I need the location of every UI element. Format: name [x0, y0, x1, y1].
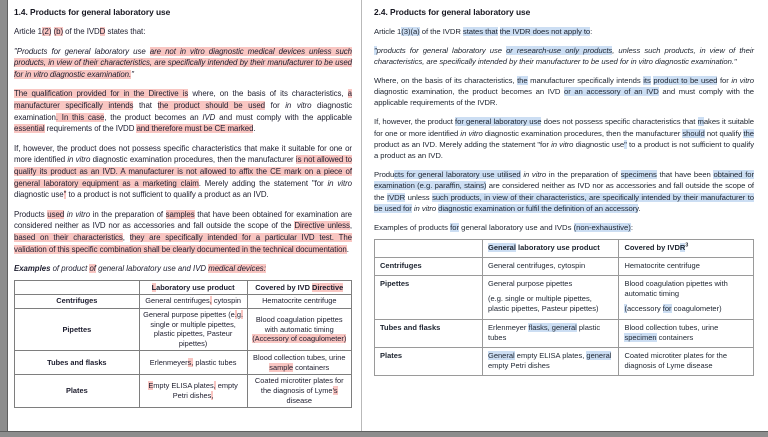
left-row-category-centrifuges: Centrifuges: [15, 294, 140, 308]
right-section-heading: 2.4. Products for general laboratory use: [374, 7, 531, 17]
right-row-category-pipettes: Pipettes: [375, 276, 483, 320]
right-cell-covered-pipettes: Blood coagulation pipettes with automatic timing (accessory for coagulometer): [619, 276, 754, 320]
right-intro-paragraph: Article 1(3)(a) of the IVDR states that the IVDR does not apply to:: [374, 27, 593, 36]
table-row: [15, 351, 352, 374]
right-cell-lab-pipettes: General purpose pipettes (e.g. single or multiple pipettes, plastic pipettes, Pasteur pipettes): [483, 276, 619, 320]
right-row-category-tubes: Tubes and flasks: [375, 319, 483, 347]
right-cell-covered-plates: Coated microtiter plates for the diagnosis of Lyme disease: [619, 348, 754, 376]
left-row-category-tubes: Tubes and flasks: [15, 351, 140, 374]
left-qualification-paragraph: The qualification provided for in the Directive is where, on the basis of its characteristics, a manufacturer specifically intends that the product should be used for in vitro diagnostic examination. In this case, the product becomes an IVD and must comply with the applicable essential requirements of the IVDD and therefore must be CE marked.: [14, 89, 353, 134]
left-ifhowever-paragraph: If, however, the product does not possess specific characteristics that make it suitable for one or more identified in vitro diagnostic examination procedures, then the manufacturer is not allowed to qualify its product as an IVD. A manufacturer is not allowed to affix the CE mark on a piece of general laboratory equipment as a marketing claim. Merely adding the statement "for in vitro diagnostic use" to a product is not sufficient to qualify a product as an IVD.: [14, 143, 352, 200]
table-row: [15, 294, 352, 308]
table-header-row: [375, 239, 754, 257]
left-th-lab-use: Laboratory use product: [139, 281, 247, 295]
left-th-blank: [15, 281, 140, 295]
right-th-lab-use: General laboratory use product: [483, 239, 619, 257]
left-examples-caption: Examples of product of general laboratory use and IVD medical devices:: [14, 264, 266, 274]
right-th-blank: [375, 239, 483, 257]
left-cell-lab-pipettes: General purpose pipettes (e.g. single or multiple pipettes, plastic pipettes, Pasteur pipettes): [139, 308, 247, 351]
right-row-category-plates: Plates: [375, 348, 483, 376]
right-ifhowever-paragraph: If, however, the product for general laboratory use does not possess specific characteristics that makes it suitable for one or more identified in vitro diagnostic examination procedures, then the manufacturer should not qualify the product as an IVD. Merely adding the statement "for in vitro diagnostic use" to a product is not sufficient to qualify a product as an IVD.: [374, 117, 754, 161]
left-intro-paragraph: Article 1(2) (b) of the IVDD states that:: [14, 27, 146, 36]
table-row: [375, 348, 754, 376]
right-cell-lab-plates: General empty ELISA plates, general empty Petri dishes: [483, 348, 619, 376]
right-row-category-centrifuges: Centrifuges: [375, 257, 483, 275]
left-cell-lab-centrifuges: General centrifuges, cytospin: [139, 294, 247, 308]
left-row-category-pipettes: Pipettes: [15, 308, 140, 351]
table-row: [375, 257, 754, 275]
left-examples-table: [14, 280, 352, 408]
left-cell-covered-pipettes: Blood coagulation pipettes with automatic timing (Accessory of coagulometer): [247, 308, 351, 351]
table-row: [15, 308, 352, 351]
right-cell-covered-tubes: Blood collection tubes, urine specimen containers: [619, 319, 754, 347]
left-quote-paragraph: "Products for general laboratory use are not in vitro diagnostic medical devices unless such products, in view of their characteristics, are specifically intended by their manufacturer to be used for in vitro diagnostic examination.": [14, 46, 352, 79]
left-row-category-plates: Plates: [15, 374, 140, 407]
right-th-covered: Covered by IVDR$^3$: [619, 239, 754, 257]
left-section-heading: 1.4. Products for general laboratory use: [14, 7, 171, 17]
left-cell-covered-tubes: Blood collection tubes, urine sample containers: [247, 351, 351, 374]
left-th-covered: Covered by IVD Directive: [247, 281, 351, 295]
table-row: [375, 319, 754, 347]
right-cell-lab-tubes: Erlenmeyer flasks, general plastic tubes: [483, 319, 619, 347]
left-column-ivdd: [0, 0, 362, 437]
right-products-glu-paragraph: Products for general laboratory use utilised in vitro in the preparation of specimens that have been obtained for examination (e.g. paraffin, stains) are considered neither as IVD nor as accessories and fall outside the scope of the IVDR unless such products, in view of their characteristics, are specifically intended by their manufacturer to be used for in vitro diagnostic examination or fulfil the definition of an accessory.: [374, 169, 754, 213]
right-cell-lab-centrifuges: General centrifuges, cytospin: [483, 257, 619, 275]
right-where-paragraph: Where, on the basis of its characteristics, the manufacturer specifically intends its product to be used for in vitro diagnostic examination, the product becomes an IVD or an accessory of an IVD and must comply with the applicable requirements of the IVDR.: [374, 75, 755, 108]
left-products-used-paragraph: Products used in vitro in the preparation of samples that have been obtained for examination are considered neither as IVD nor as accessories and fall outside the scope of the Directive unless, based on their characteristics, they are specifically intended for a particular IVD test. The validation of this specific combination shall be clearly documented in the technical documentation.: [14, 209, 353, 254]
left-cell-covered-centrifuges: Hematocrite centrifuge: [247, 294, 351, 308]
left-cell-lab-tubes: Erlenmeyers, plastic tubes: [139, 351, 247, 374]
right-examples-caption: Examples of products for general laboratory use and IVDs (non-exhaustive):: [374, 222, 633, 232]
right-examples-table: [374, 239, 754, 377]
right-column-ivdr: [362, 0, 768, 437]
right-cell-covered-centrifuges: Hematocrite centrifuge: [619, 257, 754, 275]
table-header-row: [15, 281, 352, 295]
right-quote-paragraph: "products for general laboratory use or research-use only products, unless such products, in view of their characteristics, are specifically intended by their manufacturer to be used for in vitro diagnostic examination.": [374, 45, 754, 67]
left-cell-covered-plates: Coated microtiter plates for the diagnosis of Lyme's disease: [247, 374, 351, 407]
left-cell-lab-plates: Empty ELISA plates, empty Petri dishes,: [139, 374, 247, 407]
table-row: [375, 276, 754, 320]
footnote-marker-3: 3: [685, 242, 689, 249]
table-row: [15, 374, 352, 407]
